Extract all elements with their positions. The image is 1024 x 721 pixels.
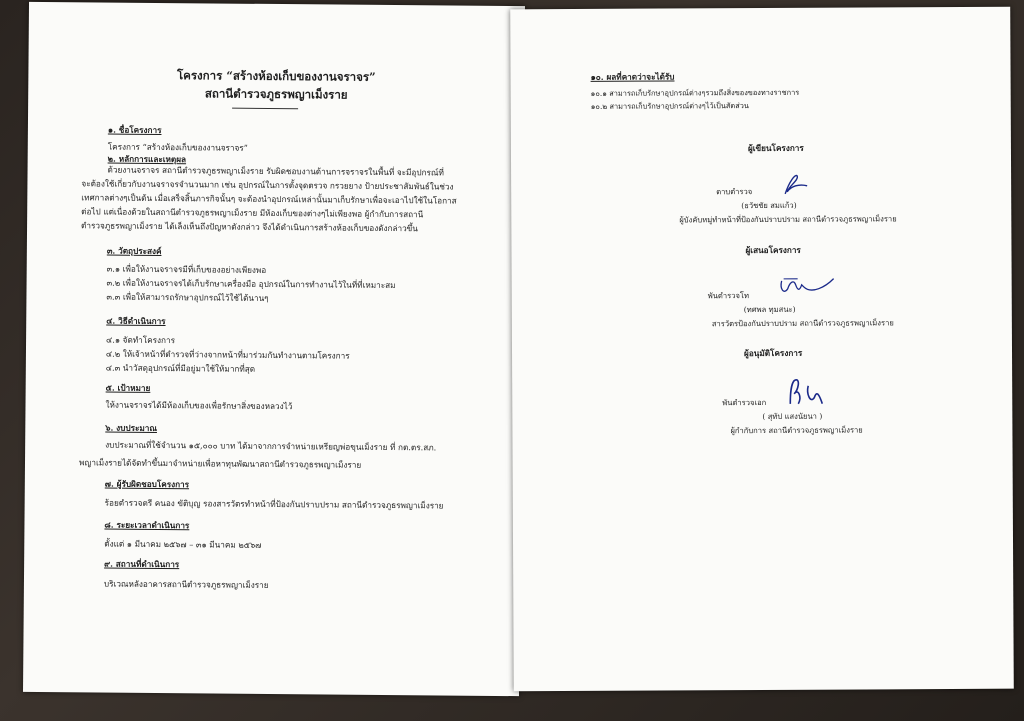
writer-label: ผู้เขียนโครงการ	[747, 142, 804, 154]
writer-name: (ธวัชชัย สมแก้ว)	[741, 200, 797, 211]
section-text: ตั้งแต่ ๑ มีนาคม ๒๕๖๗ – ๓๑ มีนาคม ๒๕๖๗	[104, 538, 262, 550]
result-item: ๑๐.๒ สามารถเก็บรักษาอุปกรณ์ต่างๆไว้เป็นสัดส่วน	[590, 101, 749, 111]
section-heading: ๖. งบประมาณ	[105, 422, 158, 433]
section-text: โครงการ “สร้างห้องเก็บของงานจราจร”	[107, 141, 248, 153]
section-text: พญาเม็งรายได้จัดทำขึ้นมาจำหน่ายเพื่อหาทุนพัฒนาสถานีตำรวจภูธรพญาเม็งราย	[78, 457, 362, 470]
section-heading: ๕. เป้าหมาย	[105, 382, 151, 393]
writer-position: ผู้บังคับหมู่ทำหน้าที่ป้องกันปราบปราม สถานีตำรวจภูธรพญาเม็งราย	[679, 214, 897, 225]
approver-label: ผู้อนุมัติโครงการ	[743, 347, 803, 359]
section-heading: ๒. หลักการและเหตุผล	[107, 153, 187, 165]
section-heading: ๔. วิธีดำเนินการ	[106, 315, 166, 327]
section-text: ให้งานจราจรได้มีห้องเก็บของเพื่อรักษาสิ่งของหลวงไว้	[105, 399, 293, 412]
section-text: ๓.๑ เพื่อให้งานจราจรมีที่เก็บของอย่างเพียงพอ	[106, 263, 267, 275]
section-text: งบประมาณที่ใช้จำนวน ๑๕,๐๐๐ บาท ได้มาจากการจำหน่ายเหรียญพ่อขุนเม็งราย ที่ กต.ตร.สภ.	[105, 439, 437, 453]
writer-rank: ดาบตำรวจ	[716, 187, 753, 197]
section-heading: ๘. ระยะเวลาดำเนินการ	[104, 519, 190, 531]
section-text: จะต้องใช้เกี่ยวกับงานจราจรจำนวนมาก เช่น อุปกรณ์ในการตั้งจุดตรวจ กรวยยาง ป้ายประชาสัมพันธ์ในช่วง	[81, 178, 454, 192]
section-heading: ๑๐. ผลที่คาดว่าจะได้รับ	[590, 71, 675, 82]
section-text: บริเวณหลังอาคารสถานีตำรวจภูธรพญาเม็งราย	[103, 578, 269, 590]
result-item: ๑๐.๑ สามารถเก็บรักษาอุปกรณ์ต่างๆรวมถึงสิ่งของของทางราชการ	[590, 87, 800, 98]
approver-signature	[782, 374, 832, 408]
approver-name: ( สุทัป แสงนัยนา )	[762, 411, 823, 421]
section-text: ต่อไป แต่เนื่องด้วยในสถานีตำรวจภูธรพญาเม็งราย มีห้องเก็บของต่างๆไม่เพียงพอ ผู้กำกับการสถานี	[81, 206, 424, 220]
section-text: ร้อยตำรวจตรี คนอง ขัติบุญ รองสารวัตรทำหน้าที่ป้องกันปราบปราม สถานีตำรวจภูธรพญาเม็งราย	[104, 497, 444, 511]
section-heading: ๑. ชื่อโครงการ	[107, 124, 162, 136]
document-page-right	[510, 7, 1014, 692]
section-text: ๓.๓ เพื่อให้สามารถรักษาอุปกรณ์ไว้ใช้ได้นานๆ	[106, 291, 269, 303]
section-heading: ๙. สถานที่ดำเนินการ	[104, 558, 180, 570]
writer-signature	[773, 172, 813, 198]
approver-rank: พันตำรวจเอก	[722, 397, 767, 408]
doc-title-line2: สถานีตำรวจภูธรพญาเม็งราย	[204, 86, 348, 102]
doc-title-line1: โครงการ “สร้างห้องเก็บของงานจราจร”	[176, 68, 376, 84]
section-text: ๔.๑ จัดทำโครงการ	[106, 334, 176, 346]
proposer-name: (ทศพล ทุมสนะ)	[743, 304, 796, 315]
section-text: ๔.๓ นำวัสดุอุปกรณ์ที่มีอยู่มาใช้ให้มากที่สุด	[105, 362, 256, 374]
title-underline	[232, 108, 298, 110]
proposer-rank: พันตำรวจโท	[707, 291, 750, 301]
document-page-left	[23, 2, 525, 696]
section-text: ด้วยงานจราจร สถานีตำรวจภูธรพญาเม็งราย รับผิดชอบงานด้านการจราจรในพื้นที่ จะมีอุปกรณ์ที่	[107, 164, 444, 178]
approver-position: ผู้กำกับการ สถานีตำรวจภูธรพญาเม็งราย	[730, 425, 863, 436]
section-text: ๓.๒ เพื่อให้งานจราจรได้เก็บรักษาเครื่องมือ อุปกรณ์ในการทำงานไว้ในที่ที่เหมาะสม	[106, 277, 396, 291]
proposer-label: ผู้เสนอโครงการ	[745, 244, 801, 256]
section-text: เทศกาลต่างๆเป็นต้น เมื่อเสร็จสิ้นภารกิจนั้นๆ จะต้องนำอุปกรณ์เหล่านั้นมาเก็บรักษาเพื่อจะเอาไปใช้ในโอกาส	[81, 192, 457, 206]
proposer-signature	[778, 273, 838, 299]
section-text: ตำรวจภูธรพญาเม็งราย ได้เล็งเห็นถึงปัญหาดังกล่าว จึงได้ดำเนินการสร้างห้องเก็บของดังกล่าวขึ้น	[81, 220, 418, 234]
section-heading: ๗. ผู้รับผิดชอบโครงการ	[104, 478, 190, 490]
section-heading: ๓. วัตถุประสงค์	[106, 245, 162, 257]
proposer-position: สารวัตรป้องกันปราบปราม สถานีตำรวจภูธรพญาเม็งราย	[711, 318, 894, 329]
section-text: ๔.๒ ให้เจ้าหน้าที่ตำรวจที่ว่างจากหน้าที่มาร่วมกันทำงานตามโครงการ	[105, 348, 350, 361]
